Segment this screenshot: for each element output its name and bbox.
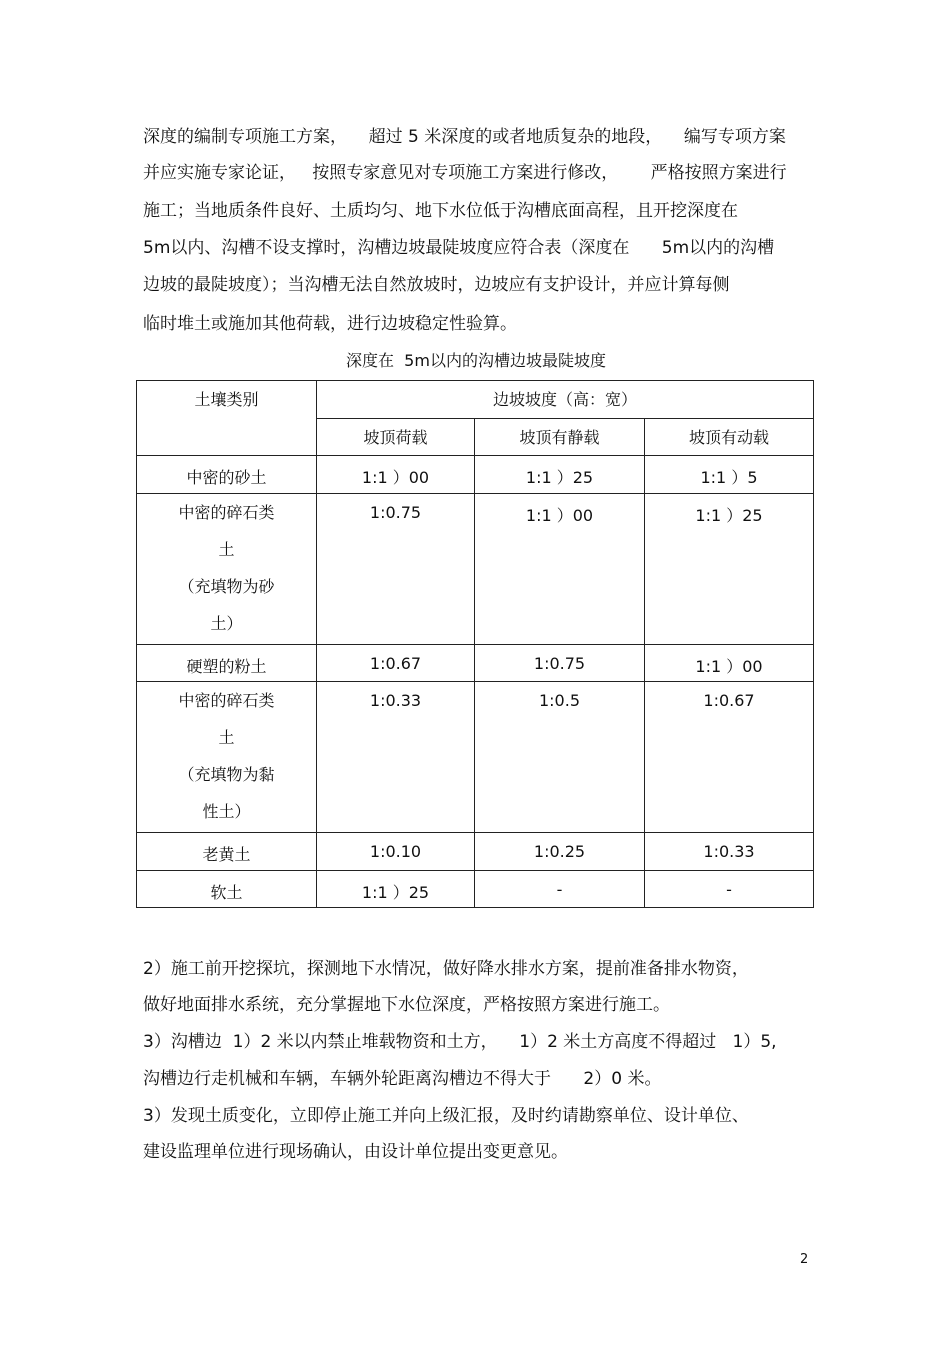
page-number: 2 — [800, 1252, 809, 1267]
table-row — [137, 645, 814, 682]
value-cell: 1:1 ）25 — [645, 494, 814, 645]
value-cell: 1:0.33 — [645, 833, 814, 871]
soil-cell: 软土 — [137, 871, 317, 908]
value-cell: 1:0.5 — [475, 682, 645, 833]
intro-line-3: 施工；当地质条件良好、土质均匀、地下水位低于沟槽底面高程，且开挖深度在 — [143, 201, 738, 221]
value-cell: 1:1 ）5 — [645, 456, 814, 494]
item-3b-line-1: 3）发现土质变化，立即停止施工并向上级汇报，及时约请勘察单位、设计单位、 — [143, 1106, 749, 1126]
value-cell: - — [475, 871, 645, 908]
subheader-static-load: 坡顶有静载 — [475, 419, 645, 456]
intro-line-2: 并应实施专家论证， 按照专家意见对专项施工方案进行修改， 严格按照方案进行 — [143, 163, 787, 183]
item-3-line-1: 3）沟槽边 1）2 米以内禁止堆载物资和土方， 1）2 米土方高度不得超过 1）5, — [143, 1032, 777, 1052]
value-cell: 1:1 ）25 — [317, 871, 475, 908]
intro-line-4: 5m以内、沟槽不设支撑时，沟槽边坡最陡坡度应符合表（深度在 5m以内的沟槽 — [143, 238, 775, 258]
intro-line-1: 深度的编制专项施工方案， 超过 5 米深度的或者地质复杂的地段， 编写专项方案 — [143, 127, 786, 147]
soil-cell: 老黄土 — [137, 833, 317, 871]
soil-cell: 中密的碎石类 土 （充填物为黏 性土） — [137, 682, 317, 833]
value-cell: 1:1 ）00 — [645, 645, 814, 682]
header-slope-ratio: 边坡坡度（高：宽） — [317, 381, 814, 419]
table-row — [137, 494, 814, 645]
value-cell: 1:1 ）00 — [475, 494, 645, 645]
subheader-dynamic-load: 坡顶有动载 — [645, 419, 814, 456]
soil-cell: 中密的砂土 — [137, 456, 317, 494]
value-cell: 1:0.75 — [475, 645, 645, 682]
value-cell: 1:1 ）25 — [475, 456, 645, 494]
value-cell: 1:0.75 — [317, 494, 475, 645]
item-3-line-2: 沟槽边行走机械和车辆，车辆外轮距离沟槽边不得大于 2）0 米。 — [143, 1069, 662, 1089]
value-cell: 1:0.33 — [317, 682, 475, 833]
table-row — [137, 833, 814, 871]
value-cell: 1:0.10 — [317, 833, 475, 871]
value-cell: 1:0.25 — [475, 833, 645, 871]
soil-cell: 硬塑的粉土 — [137, 645, 317, 682]
table-caption: 深度在 5m以内的沟槽边坡最陡坡度 — [346, 351, 606, 370]
subheader-top-load: 坡顶荷载 — [317, 419, 475, 456]
slope-table — [136, 380, 814, 908]
header-soil-type: 土壤类别 — [137, 381, 317, 456]
intro-line-6: 临时堆土或施加其他荷载，进行边坡稳定性验算。 — [143, 314, 517, 334]
item-2-line-2: 做好地面排水系统，充分掌握地下水位深度，严格按照方案进行施工。 — [143, 995, 670, 1015]
value-cell: 1:0.67 — [317, 645, 475, 682]
table-row — [137, 682, 814, 833]
value-cell: - — [645, 871, 814, 908]
soil-cell: 中密的碎石类 土 （充填物为砂 土） — [137, 494, 317, 645]
item-2-line-1: 2）施工前开挖探坑，探测地下水情况，做好降水排水方案，提前准备排水物资， — [143, 959, 749, 979]
table-row — [137, 456, 814, 494]
table-row — [137, 871, 814, 908]
value-cell: 1:0.67 — [645, 682, 814, 833]
intro-line-5: 边坡的最陡坡度）；当沟槽无法自然放坡时，边坡应有支护设计，并应计算每侧 — [143, 275, 730, 295]
value-cell: 1:1 ）00 — [317, 456, 475, 494]
item-3b-line-2: 建设监理单位进行现场确认，由设计单位提出变更意见。 — [143, 1142, 568, 1162]
